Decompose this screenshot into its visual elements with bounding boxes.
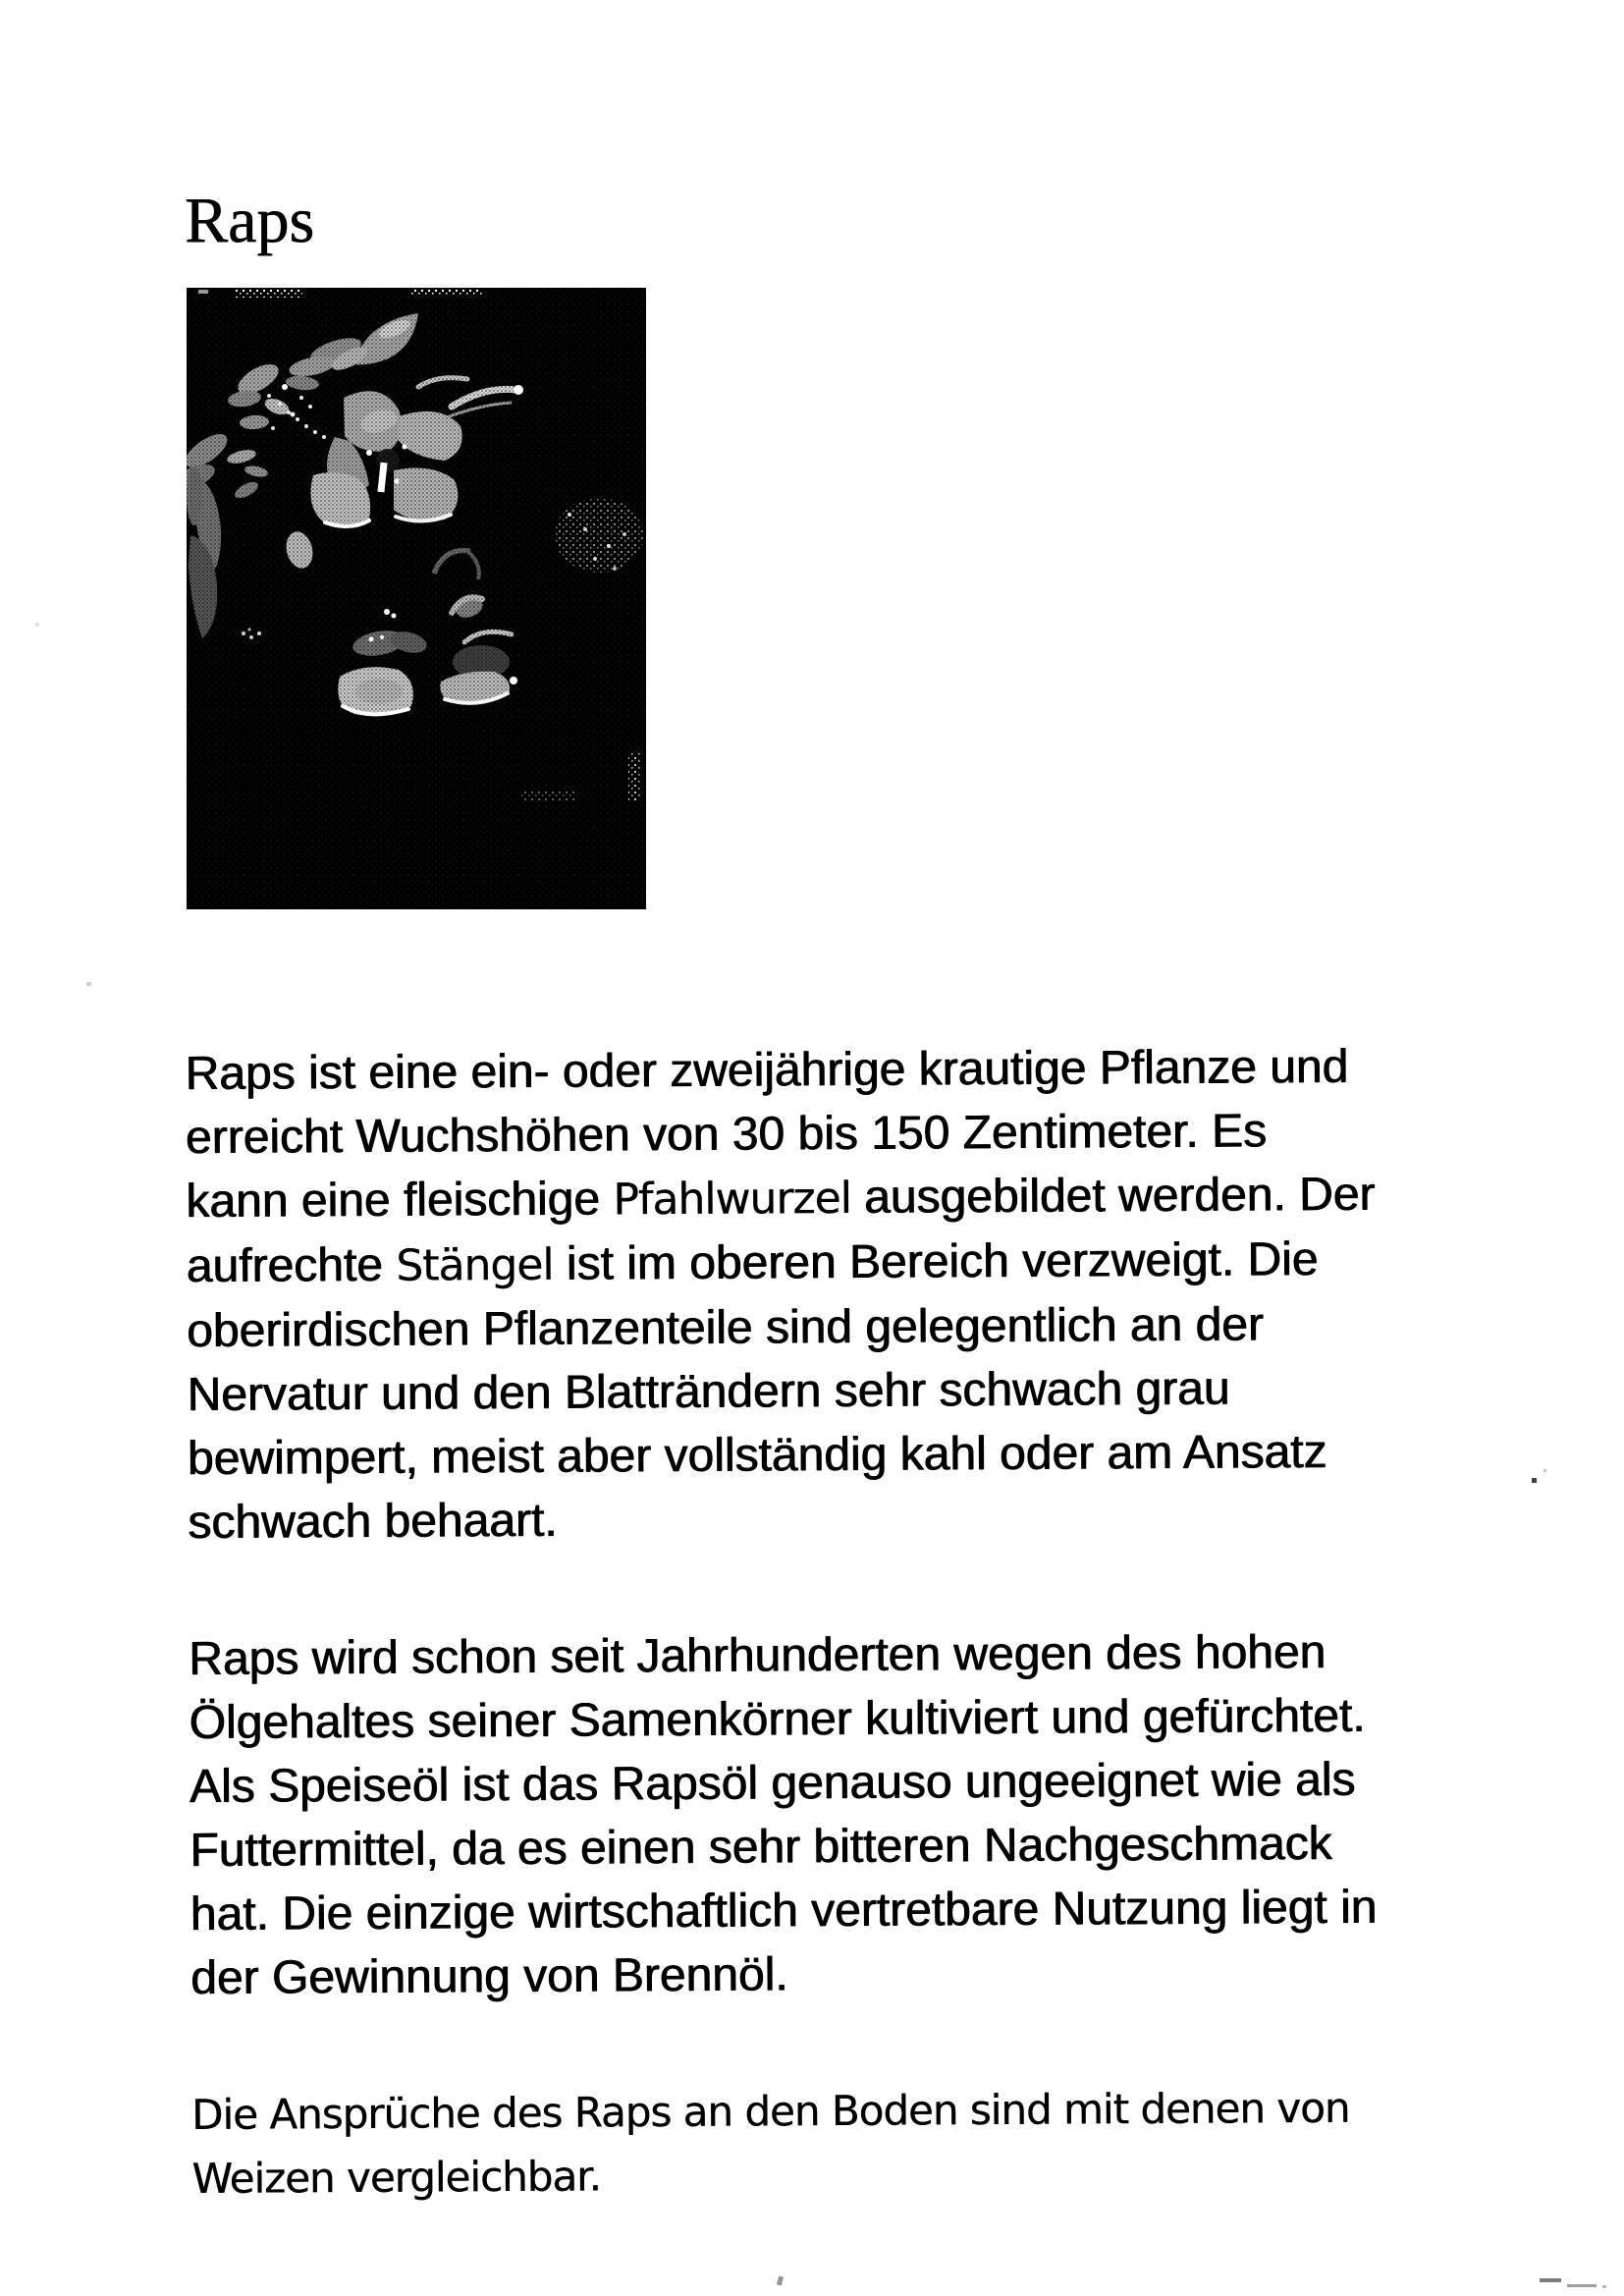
scan-artifact — [1532, 1478, 1537, 1483]
paragraph-2: Raps wird schon seit Jahrhunderten wegen des hohen Ölgehaltes seiner Samenkörner kultiviert und gefürchtet. Als Speiseöl ist das Rapsöl genauso ungeeignet wie als Futtermittel, da es einen sehr bitteren Nachgeschmack hat. Die einzige wirtschaftlich vertretbare Nutzung liegt in der Gewinnung von Brennöl. — [189, 1625, 1378, 2004]
rapeseed-blossom-image — [187, 288, 646, 909]
body-text — [185, 970, 1498, 2283]
scan-artifact — [1567, 2284, 1597, 2287]
scan-artifact — [86, 982, 91, 986]
page-title: Raps — [185, 185, 314, 256]
scan-artifact — [35, 623, 39, 627]
scan-artifact — [1602, 2285, 1606, 2288]
alt-font-word-staengel: Stängel — [396, 1239, 554, 1291]
rapeseed-photo — [187, 288, 646, 909]
paragraph-1 — [185, 1034, 1493, 1555]
scan-artifact — [1543, 1469, 1546, 1472]
paragraph-3: Die Ansprüche des Raps an den Boden sind mit denen von Weizen vergleichbar. — [190, 2083, 1350, 2203]
text-segment: Raps ist eine ein- oder zweijährige krautige Pflanze und erreicht Wuchshöhen von 30 bis 150 Zentimeter. Es kann eine fleischige — [185, 1040, 1349, 1228]
alt-font-word-pfahlwurzel: Pfahlwurzel — [613, 1173, 851, 1226]
text-segment: ist im oberen Bereich verzweigt. Die oberirdischen Pflanzenteile sind gelegentlich an der Nervatur und den Blatträndern sehr schwach grau bewimpert, meist aber vollständig kahl oder am Ansatz schwach behaart. — [187, 1232, 1327, 1549]
text-segment: ausgebildet werden. Der aufrechte — [186, 1168, 1376, 1292]
scan-artifact — [1540, 2278, 1561, 2282]
scan-artifact — [777, 2276, 784, 2286]
